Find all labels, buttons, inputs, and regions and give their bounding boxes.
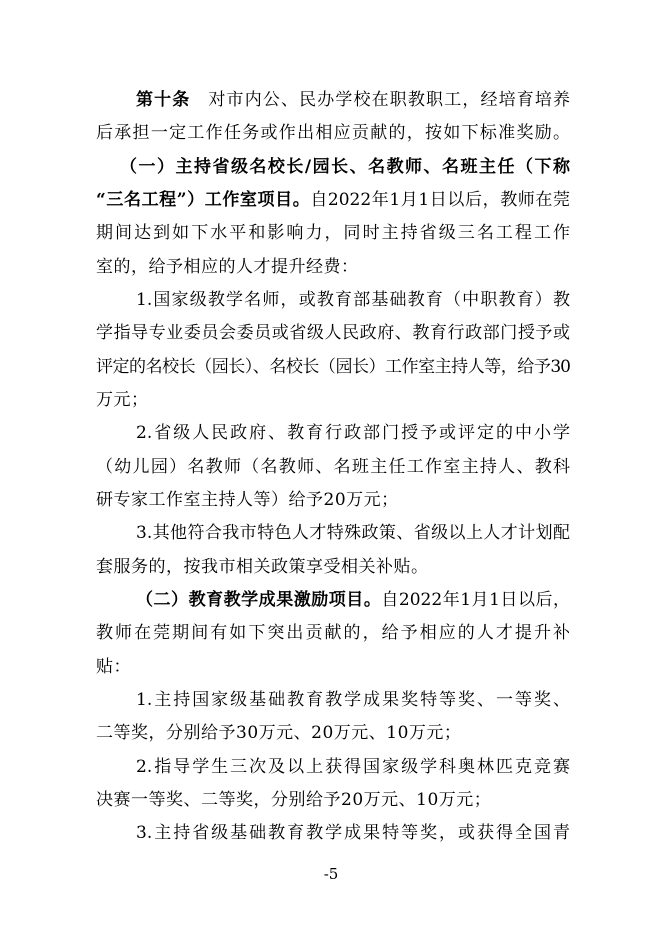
section-1-item-2-line: 2.省级人民政府、教育行政部门授予或评定的中小学 [136,423,570,444]
article-10-line-1 [96,84,570,117]
section-2-line: 教师在莞期间有如下突出贡献的，给予相应的人才提升补 [96,623,570,644]
section-2-item-3-line: 3.主持省级基础教育教学成果特等奖，或获得全国青 [136,823,570,844]
section-1-item-1-line: 1.国家级教学名师，或教育部基础教育（中职教育）教 [136,289,570,310]
section-2-heading-line [96,584,570,617]
section-2-item-1-line: 二等奖，分别给予30万元、20万元、10万元； [96,723,462,744]
section-2-text: 自2022年1月1日以后， [381,589,571,610]
section-2-item-2-line: 决赛一等奖、二等奖，分别给予20万元、10万元； [96,789,492,810]
document-body [96,84,570,851]
section-2-line: 贴： [96,656,131,677]
section-2-item-2-line: 2.指导学生三次及以上获得国家级学科奥林匹克竞赛 [136,756,570,777]
article-10-line-2: 后承担一定工作任务或作出相应贡献的，按如下标准奖励。 [96,123,570,144]
section-1-item-3-line: 3.其他符合我市特色人才特殊政策、省级以上人才计划配 [136,523,570,544]
section-2-heading-text: （二）教育教学成果激励项目。 [136,589,382,610]
article-label: 第十条 [136,90,191,110]
section-1-item-1-line: 评定的名校长（园长）、名校长（园长）工作室主持人等，给予30 [96,356,570,377]
section-1-text: 自2022年1月1日以后，教师在莞 [310,189,570,210]
section-1-item-2-line: 研专家工作室主持人等）给予20万元； [96,489,399,510]
section-1-item-1-line: 万元； [96,389,149,410]
section-1-heading-line-2 [96,184,570,217]
section-1-line: 室的，给予相应的人才提升经费： [96,256,359,277]
section-1-heading-text: “三名工程”）工作室项目。 [96,189,311,210]
section-2-item-1-line: 1.主持国家级基础教育教学成果奖特等奖、一等奖、 [136,689,570,710]
section-1-line: 期间达到如下水平和影响力，同时主持省级三名工程工作 [96,223,570,244]
section-1-item-1-line: 学指导专业委员会委员或省级人民政府、教育行政部门授予或 [96,323,570,344]
article-text: 对市内公、民办学校在职教职工，经培育培养 [208,90,571,110]
section-1-item-2-line: （幼儿园）名教师（名教师、名班主任工作室主持人、教科 [96,456,570,477]
section-1-heading-line-1: （一）主持省级名校长/园长、名教师、名班主任（下称 [120,156,570,177]
page-number: -5 [323,865,339,883]
section-1-item-3-line: 套服务的，按我市相关政策享受相关补贴。 [96,556,429,577]
